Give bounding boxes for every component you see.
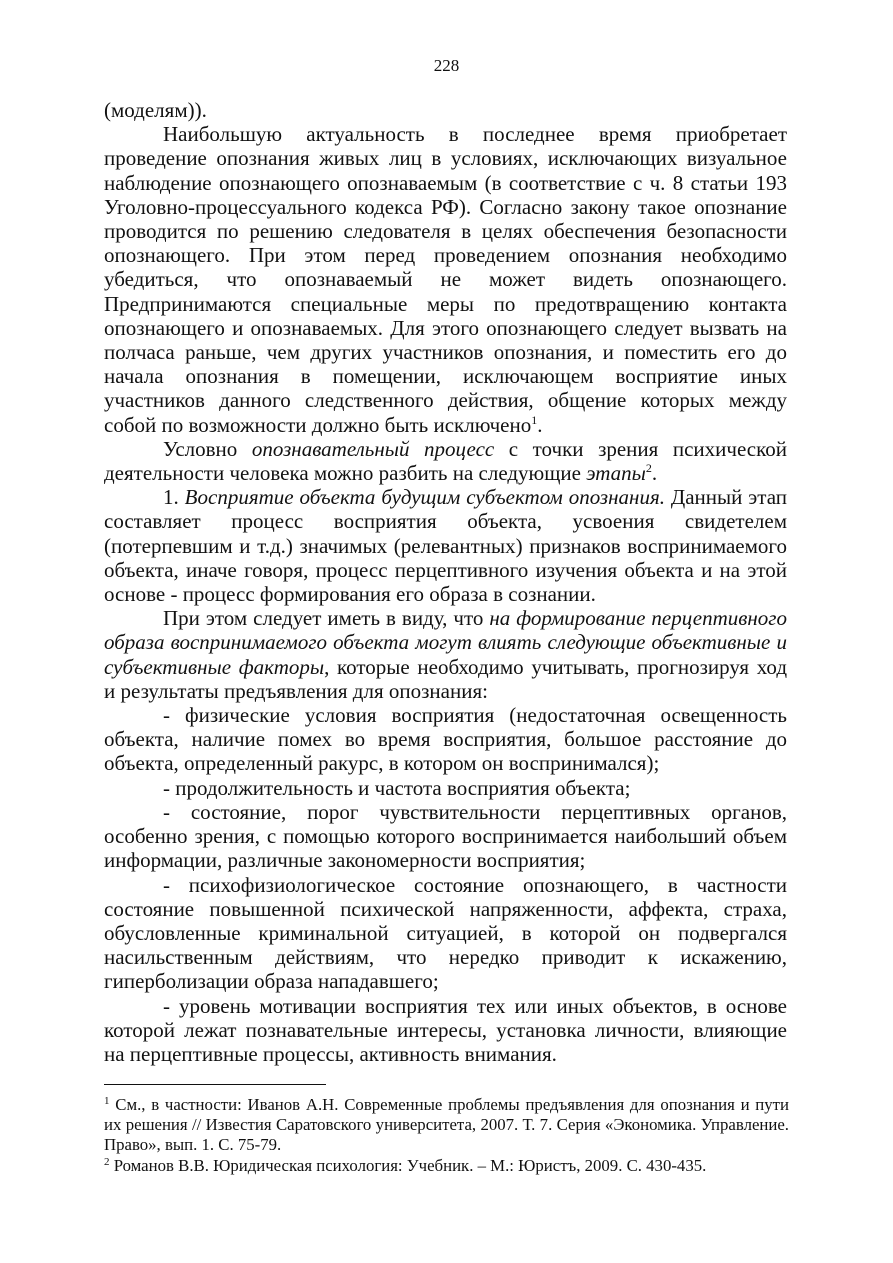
paragraph-factors — [104, 606, 787, 703]
paragraph-end: . — [537, 412, 543, 437]
footnotes — [104, 1095, 789, 1176]
text-run: Условно — [163, 436, 252, 461]
paragraph-text: Наибольшую актуальность в последнее время приобретает проведение опознания живых лиц в условиях, исключающих визуальное наблюдение опознающего опознаваемым (в соответствие с ч. 8 статьи 193 Уголовно-процессуального кодекса РФ). Согласно закону такое опознание проводится по решению следователя в целях обеспечения безопасности опознающего. При этом перед проведением опознания необходимо убедиться, что опознаваемый не может видеть опознающего. Предпринимаются специальные меры по предотвращению контакта опознающего и опознаваемых. Для этого опознающего следует вызвать на полчаса раньше, чем других участников опознания, и поместить его до начала опознания в помещении, исключающем восприятие иных участников данного следственного действия, общение которых между собой по возможности должно быть исключено — [104, 122, 787, 437]
footnote-text: См., в частности: Иванов А.Н. Современные проблемы предъявления для опознания и пути их решения // Известия Саратовского университета, 2007. Т. 7. Серия «Экономика. Управление. Право», вып. 1. С. 75-79. — [104, 1095, 789, 1155]
paragraph-identification-conditions — [104, 122, 787, 437]
page-number: 228 — [433, 56, 460, 75]
paragraph-end: . — [651, 461, 658, 486]
list-item: - физические условия восприятия (недостаточная освещенность объекта, наличие помех во время восприятия, большое расстояние до объекта, определенный ракурс, в котором он воспринимался); — [104, 703, 787, 776]
stage-number: 1. — [163, 485, 185, 510]
list-item: - состояние, порог чувствительности перцептивных органов, особенно зрения, с помощью которого воспринимается наибольший объем информации, различные закономерности восприятия; — [104, 799, 787, 873]
text-run: Данный этап составляет процесс восприятия объекта, усвоения свидетелем (потерпевшим и т.д.) значимых (релевантных) признаков воспринимаемого объекта, иначе говоря, процесс перцептивного изучения объекта и на этой основе - процесс формирования его образа в сознании. — [104, 485, 788, 607]
list-item: - психофизиологическое состояние опознающего, в частности состояние повышенной психической напряженности, аффекта, страха, обусловленные криминальной ситуацией, в которой он подвергался насильственным действиям, что нередко приводит к искажению, гиперболизации образа нападавшего; — [104, 872, 787, 994]
footnote-mark: 2 — [104, 1155, 110, 1168]
main-text — [104, 98, 787, 1066]
paragraph-continuation: (моделям)). — [104, 98, 207, 122]
text-run: , которые необходимо учитывать, прогнозируя ход и результаты предъявления для опознания: — [104, 654, 788, 703]
footnote-text: Романов В.В. Юридическая психология: Учебник. – М.: Юристъ, 2009. С. 430-435. — [109, 1155, 707, 1175]
paragraph-stage-1 — [104, 485, 787, 606]
emphasis-term: опознавательный процесс — [251, 436, 495, 461]
emphasis-factors: на формирование перцептивного образа воспринимаемого объекта могут влиять следующие объективные и субъективные факторы — [104, 606, 787, 679]
list-item: - продолжительность и частота восприятия объекта; — [163, 775, 631, 800]
emphasis-term: этапы — [586, 461, 646, 486]
footnote-1 — [104, 1095, 789, 1156]
text-run: с точки зрения психической деятельности человека можно разбить на следующие — [104, 436, 787, 486]
stage-title: Восприятие объекта будущим субъектом опознания. — [184, 485, 665, 510]
paragraph-process-stages — [104, 437, 787, 485]
footnote-mark: 1 — [104, 1095, 110, 1107]
footnote-2 — [104, 1156, 789, 1176]
footnote-separator — [104, 1084, 326, 1085]
list-item: - уровень мотивации восприятия тех или иных объектов, в основе которой лежат познавательные интересы, установка личности, влияющие на перцептивные процессы, активность внимания. — [104, 993, 787, 1066]
text-run: При этом следует иметь в виду, что — [163, 606, 490, 631]
footnote-ref-2: 2 — [645, 461, 652, 476]
footnote-ref-1: 1 — [531, 412, 538, 427]
